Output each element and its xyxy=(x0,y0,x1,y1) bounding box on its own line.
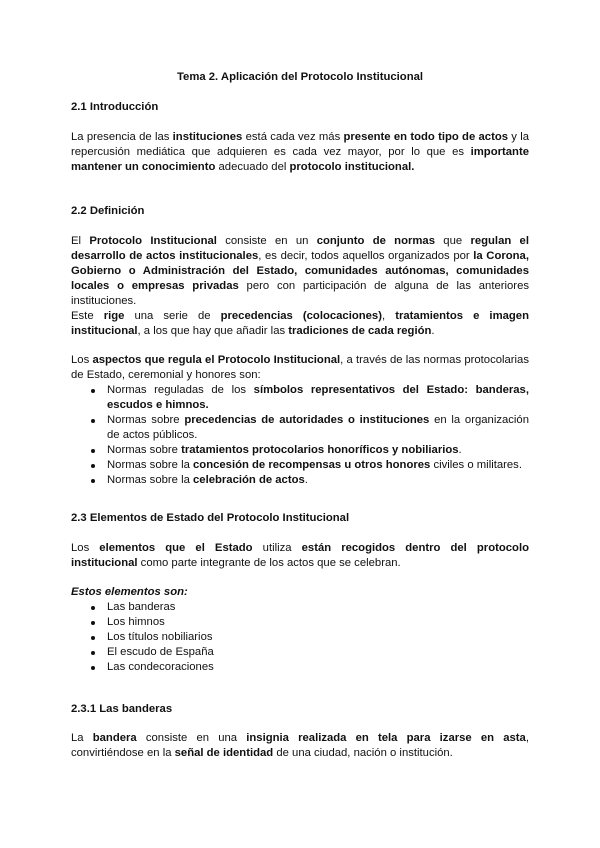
text-run: . xyxy=(458,444,462,456)
text-run: , a los que hay que añadir las xyxy=(137,325,289,337)
bold-text-run: tratamientos e imagen institucional xyxy=(71,310,529,337)
bold-text-run: la Corona, Gobierno o Administración del Estado, comunidades autónomas, comunidades locales o empresas privadas xyxy=(71,250,529,292)
text-run: Normas sobre la xyxy=(107,474,194,486)
elements-paragraph xyxy=(71,541,529,571)
text-run: , a través de las normas protocolarias de Estado, ceremonial y honores son: xyxy=(71,354,529,381)
bold-text-run: rige xyxy=(103,310,125,322)
text-run: . xyxy=(431,325,435,337)
definition-paragraph xyxy=(71,234,529,309)
text-run: Normas reguladas de los xyxy=(107,384,254,396)
list-item xyxy=(71,443,529,458)
banderas-paragraph xyxy=(71,731,529,761)
bold-text-run: insignia realizada en tela para izarse en asta xyxy=(246,732,526,744)
list-item: El escudo de España xyxy=(71,645,529,660)
text-run: que xyxy=(435,235,471,247)
bold-text-run: están recogidos dentro del protocolo institucional xyxy=(71,542,529,569)
bold-text-run: aspectos que regula el Protocolo Institucional xyxy=(92,354,341,366)
text-run: de una ciudad, nación o institución. xyxy=(273,747,453,759)
text-run: adecuado del xyxy=(215,161,290,173)
list-item xyxy=(71,383,529,413)
text-run: Este xyxy=(71,310,104,322)
text-run: Normas sobre la xyxy=(107,459,194,471)
aspects-list xyxy=(71,383,529,488)
list-item xyxy=(71,413,529,443)
bold-text-run: presente en todo tipo de actos xyxy=(343,131,509,143)
bold-text-run: tratamientos protocolarios honoríficos y nobiliarios xyxy=(181,444,459,456)
bold-text-run: conjunto de normas xyxy=(316,235,435,247)
text-run: , convirtiéndose en la xyxy=(71,732,529,759)
bold-text-run: protocolo institucional. xyxy=(289,161,415,173)
text-run: utiliza xyxy=(252,542,302,554)
aspects-paragraph xyxy=(71,353,529,383)
list-item: Los himnos xyxy=(71,615,529,630)
intro-paragraph xyxy=(71,130,529,175)
bold-text-run: bandera xyxy=(92,732,137,744)
aspects-block xyxy=(71,353,529,488)
heading-2-2: 2.2 Definición xyxy=(71,205,145,217)
bold-text-run: señal de identidad xyxy=(174,747,274,759)
heading-2-3: 2.3 Elementos de Estado del Protocolo Institucional xyxy=(71,512,350,524)
text-run: Los xyxy=(71,542,100,554)
bold-text-run: concesión de recompensas u otros honores xyxy=(193,459,431,471)
bold-text-run: símbolos representativos del Estado: banderas, escudos e himnos. xyxy=(107,384,529,411)
bold-text-run: precedencias de autoridades o instituciones xyxy=(184,414,430,426)
text-run: La presencia de las xyxy=(71,131,173,143)
bold-text-run: celebración de actos xyxy=(193,474,305,486)
text-run: como parte integrante de los actos que se celebran. xyxy=(137,557,401,569)
list-item xyxy=(71,473,529,488)
bold-text-run: elementos que el Estado xyxy=(99,542,253,554)
text-run: El xyxy=(71,235,90,247)
text-run: , es decir, todos aquellos organizados por xyxy=(258,250,474,262)
text-run: Normas sobre xyxy=(107,414,185,426)
bold-text-run: tradiciones de cada región xyxy=(288,325,432,337)
elements-block xyxy=(71,585,529,675)
heading-2-1: 2.1 Introducción xyxy=(71,101,159,113)
list-item: Las condecoraciones xyxy=(71,660,529,675)
text-run: una serie de xyxy=(124,310,221,322)
text-run: , xyxy=(381,310,396,322)
list-item: Los títulos nobiliarios xyxy=(71,630,529,645)
text-run: Normas sobre xyxy=(107,444,182,456)
text-run: pero con participación de alguna de las anteriores instituciones. xyxy=(71,280,529,307)
elements-list-label: Estos elementos son: xyxy=(71,586,188,598)
bold-text-run: Protocolo Institucional xyxy=(89,235,217,247)
text-run: y la repercusión mediática que adquieren es cada vez mayor, por lo que es xyxy=(71,131,530,158)
bold-text-run: importante mantener un conocimiento xyxy=(71,146,529,173)
elements-list xyxy=(71,600,529,675)
bold-text-run: instituciones xyxy=(172,131,243,143)
text-run: civiles o militares. xyxy=(430,459,522,471)
bold-text-run: precedencias (colocaciones) xyxy=(220,310,382,322)
text-run: en la organización de actos públicos. xyxy=(107,414,529,441)
text-run: consiste en un xyxy=(216,235,317,247)
list-item xyxy=(71,458,529,473)
text-run: La xyxy=(71,732,93,744)
text-run: consiste en una xyxy=(136,732,247,744)
bold-text-run: regulan el desarrollo de actos institucionales xyxy=(71,235,529,262)
text-run: Los xyxy=(71,354,93,366)
heading-2-3-1: 2.3.1 Las banderas xyxy=(71,703,173,715)
rige-paragraph xyxy=(71,309,529,339)
document-title: Tema 2. Aplicación del Protocolo Institucional xyxy=(176,71,424,83)
text-run: está cada vez más xyxy=(242,131,344,143)
text-run: . xyxy=(304,474,308,486)
list-item: Las banderas xyxy=(71,600,529,615)
